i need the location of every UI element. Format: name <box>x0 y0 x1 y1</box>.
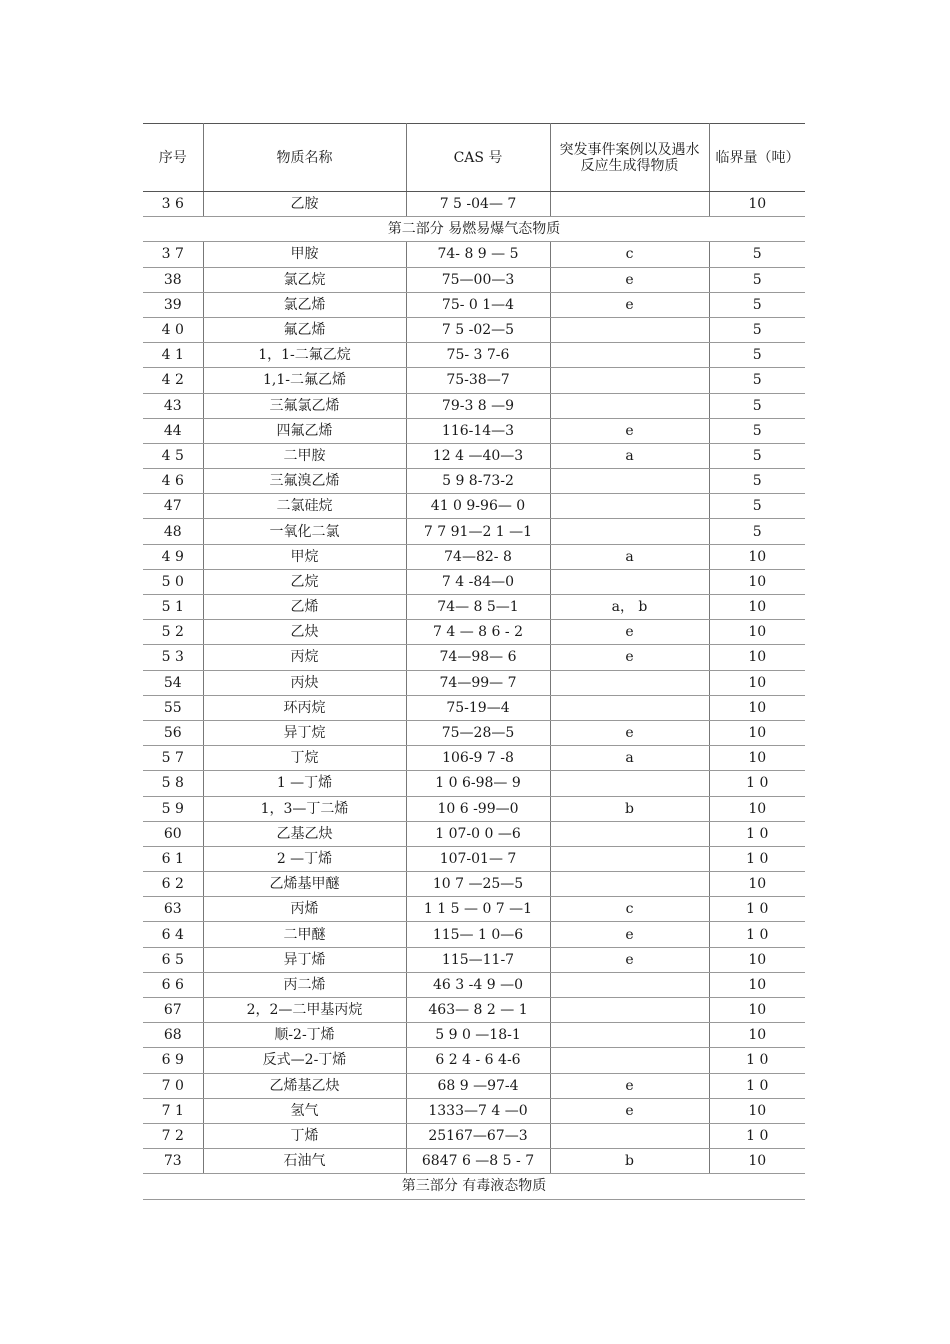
cell-threshold: 10 <box>709 620 805 645</box>
cell-substance-name: 二甲胺 <box>203 443 406 468</box>
cell-incident-cases: e <box>550 1098 709 1123</box>
cell-threshold: 1 0 <box>709 922 805 947</box>
cell-incident-cases <box>550 1023 709 1048</box>
cell-substance-name: 丁烷 <box>203 746 406 771</box>
cell-incident-cases: c <box>550 242 709 267</box>
cell-cas-number: 7 5 -02—5 <box>406 317 550 342</box>
cell-threshold: 10 <box>709 872 805 897</box>
cell-index: 6 1 <box>143 846 203 871</box>
cell-incident-cases <box>550 771 709 796</box>
cell-threshold: 10 <box>709 796 805 821</box>
table-row <box>143 569 805 594</box>
cell-index: 4 0 <box>143 317 203 342</box>
cell-threshold: 5 <box>709 368 805 393</box>
cell-incident-cases: e <box>550 720 709 745</box>
cell-substance-name: 乙烯基甲醚 <box>203 872 406 897</box>
cell-threshold: 10 <box>709 720 805 745</box>
cell-cas-number: 116-14—3 <box>406 418 550 443</box>
cell-substance-name: 氯乙烷 <box>203 267 406 292</box>
cell-incident-cases: e <box>550 947 709 972</box>
cell-threshold: 1 0 <box>709 1048 805 1073</box>
cell-substance-name: 三氟氯乙烯 <box>203 393 406 418</box>
cell-incident-cases: e <box>550 922 709 947</box>
cell-index: 48 <box>143 519 203 544</box>
table-row <box>143 872 805 897</box>
cell-index: 5 3 <box>143 645 203 670</box>
table-row <box>143 771 805 796</box>
cell-substance-name: 乙炔 <box>203 620 406 645</box>
table-row <box>143 1073 805 1098</box>
cell-incident-cases: e <box>550 418 709 443</box>
cell-substance-name: 一氧化二氯 <box>203 519 406 544</box>
table-row <box>143 746 805 771</box>
cell-cas-number: 1 07-0 0 —6 <box>406 821 550 846</box>
cell-cas-number: 75—28—5 <box>406 720 550 745</box>
cell-substance-name: 丙炔 <box>203 670 406 695</box>
cell-threshold: 5 <box>709 494 805 519</box>
cell-substance-name: 乙烷 <box>203 569 406 594</box>
cell-cas-number: 1333—7 4 —0 <box>406 1098 550 1123</box>
cell-substance-name: 乙烯 <box>203 595 406 620</box>
cell-cas-number: 106-9 7 -8 <box>406 746 550 771</box>
cell-index: 3 7 <box>143 242 203 267</box>
cell-index: 7 0 <box>143 1073 203 1098</box>
cell-substance-name: 2 —丁烯 <box>203 846 406 871</box>
cell-cas-number: 115—11-7 <box>406 947 550 972</box>
cell-index: 4 2 <box>143 368 203 393</box>
cell-substance-name: 二甲醚 <box>203 922 406 947</box>
table-body <box>143 192 805 1200</box>
header-cas-number: CAS 号 <box>406 124 550 192</box>
cell-cas-number: 75-38—7 <box>406 368 550 393</box>
cell-index: 6 6 <box>143 972 203 997</box>
cell-incident-cases <box>550 317 709 342</box>
cell-substance-name: 三氟溴乙烯 <box>203 469 406 494</box>
cell-threshold: 10 <box>709 1023 805 1048</box>
cell-substance-name: 石油气 <box>203 1149 406 1174</box>
cell-substance-name: 乙基乙炔 <box>203 821 406 846</box>
cell-index: 5 0 <box>143 569 203 594</box>
table-row <box>143 947 805 972</box>
cell-substance-name: 氟乙烯 <box>203 317 406 342</box>
cell-index: 4 6 <box>143 469 203 494</box>
table-row <box>143 368 805 393</box>
cell-incident-cases <box>550 972 709 997</box>
cell-cas-number: 1 1 5 — 0 7 —1 <box>406 897 550 922</box>
cell-substance-name: 1，1-二氟乙烷 <box>203 343 406 368</box>
table-row <box>143 343 805 368</box>
cell-threshold: 10 <box>709 595 805 620</box>
cell-index: 5 1 <box>143 595 203 620</box>
cell-index: 5 9 <box>143 796 203 821</box>
cell-index: 6 5 <box>143 947 203 972</box>
cell-incident-cases: e <box>550 292 709 317</box>
cell-threshold: 1 0 <box>709 1123 805 1148</box>
cell-cas-number: 75—00—3 <box>406 267 550 292</box>
cell-cas-number: 12 4 —40—3 <box>406 443 550 468</box>
table-row <box>143 595 805 620</box>
cell-substance-name: 顺-2-丁烯 <box>203 1023 406 1048</box>
table-row <box>143 796 805 821</box>
cell-cas-number: 5 9 0 —18-1 <box>406 1023 550 1048</box>
cell-incident-cases: a， b <box>550 595 709 620</box>
table-row <box>143 544 805 569</box>
cell-threshold: 10 <box>709 746 805 771</box>
cell-substance-name: 甲胺 <box>203 242 406 267</box>
cell-incident-cases <box>550 192 709 217</box>
table-row <box>143 720 805 745</box>
table-row <box>143 1098 805 1123</box>
cell-substance-name: 氯乙烯 <box>203 292 406 317</box>
table-row <box>143 317 805 342</box>
cell-index: 39 <box>143 292 203 317</box>
cell-cas-number: 7 4 -84—0 <box>406 569 550 594</box>
cell-index: 5 2 <box>143 620 203 645</box>
cell-substance-name: 丁烯 <box>203 1123 406 1148</box>
cell-cas-number: 10 6 -99—0 <box>406 796 550 821</box>
cell-threshold: 10 <box>709 998 805 1023</box>
section-row <box>143 217 805 242</box>
cell-incident-cases <box>550 569 709 594</box>
cell-cas-number: 10 7 —25—5 <box>406 872 550 897</box>
cell-threshold: 1 0 <box>709 1073 805 1098</box>
cell-incident-cases <box>550 695 709 720</box>
cell-index: 6 4 <box>143 922 203 947</box>
cell-threshold: 10 <box>709 192 805 217</box>
cell-substance-name: 氢气 <box>203 1098 406 1123</box>
cell-incident-cases: c <box>550 897 709 922</box>
cell-cas-number: 74—82- 8 <box>406 544 550 569</box>
table-row <box>143 519 805 544</box>
cell-cas-number: 68 9 —97-4 <box>406 1073 550 1098</box>
cell-index: 55 <box>143 695 203 720</box>
cell-index: 6 2 <box>143 872 203 897</box>
table-row <box>143 972 805 997</box>
cell-index: 4 9 <box>143 544 203 569</box>
cell-substance-name: 1,1-二氟乙烯 <box>203 368 406 393</box>
cell-incident-cases: b <box>550 796 709 821</box>
table-row <box>143 922 805 947</box>
table-row <box>143 292 805 317</box>
cell-substance-name: 反式—2-丁烯 <box>203 1048 406 1073</box>
cell-cas-number: 46 3 -4 9 —0 <box>406 972 550 997</box>
cell-cas-number: 74—98— 6 <box>406 645 550 670</box>
cell-threshold: 5 <box>709 267 805 292</box>
cell-incident-cases <box>550 1123 709 1148</box>
section-title: 第二部分 易燃易爆气态物质 <box>143 217 805 242</box>
cell-threshold: 10 <box>709 695 805 720</box>
table-row <box>143 1048 805 1073</box>
cell-threshold: 1 0 <box>709 771 805 796</box>
header-threshold: 临界量（吨） <box>709 124 805 192</box>
cell-cas-number: 74- 8 9 — 5 <box>406 242 550 267</box>
cell-threshold: 10 <box>709 544 805 569</box>
cell-threshold: 5 <box>709 469 805 494</box>
cell-substance-name: 1，3—丁二烯 <box>203 796 406 821</box>
cell-threshold: 10 <box>709 947 805 972</box>
cell-incident-cases: e <box>550 645 709 670</box>
cell-threshold: 5 <box>709 292 805 317</box>
cell-incident-cases: e <box>550 267 709 292</box>
cell-substance-name: 四氟乙烯 <box>203 418 406 443</box>
cell-incident-cases <box>550 846 709 871</box>
cell-substance-name: 异丁烯 <box>203 947 406 972</box>
cell-substance-name: 环丙烷 <box>203 695 406 720</box>
cell-cas-number: 75- 3 7-6 <box>406 343 550 368</box>
cell-incident-cases <box>550 1048 709 1073</box>
cell-substance-name: 1 —丁烯 <box>203 771 406 796</box>
cell-substance-name: 丙烷 <box>203 645 406 670</box>
cell-cas-number: 7 7 91—2 1 —1 <box>406 519 550 544</box>
cell-cas-number: 115— 1 0—6 <box>406 922 550 947</box>
cell-incident-cases <box>550 821 709 846</box>
cell-threshold: 5 <box>709 519 805 544</box>
cell-cas-number: 7 5 -04— 7 <box>406 192 550 217</box>
table-row <box>143 1149 805 1174</box>
cell-cas-number: 107-01— 7 <box>406 846 550 871</box>
cell-cas-number: 75-19—4 <box>406 695 550 720</box>
table-row <box>143 242 805 267</box>
cell-cas-number: 79-3 8 —9 <box>406 393 550 418</box>
cell-threshold: 5 <box>709 393 805 418</box>
cell-threshold: 10 <box>709 972 805 997</box>
table-row <box>143 469 805 494</box>
table-row <box>143 418 805 443</box>
section-title: 第三部分 有毒液态物质 <box>143 1174 805 1199</box>
cell-index: 63 <box>143 897 203 922</box>
cell-index: 68 <box>143 1023 203 1048</box>
table-row <box>143 494 805 519</box>
cell-incident-cases: a <box>550 746 709 771</box>
cell-cas-number: 1 0 6-98— 9 <box>406 771 550 796</box>
table-row <box>143 620 805 645</box>
cell-index: 6 9 <box>143 1048 203 1073</box>
cell-incident-cases <box>550 469 709 494</box>
cell-substance-name: 丙烯 <box>203 897 406 922</box>
table-row <box>143 1023 805 1048</box>
cell-threshold: 5 <box>709 242 805 267</box>
cell-incident-cases <box>550 519 709 544</box>
table-row <box>143 645 805 670</box>
cell-substance-name: 异丁烷 <box>203 720 406 745</box>
section-row <box>143 1174 805 1199</box>
cell-index: 4 1 <box>143 343 203 368</box>
header-substance-name: 物质名称 <box>203 124 406 192</box>
cell-threshold: 1 0 <box>709 821 805 846</box>
cell-index: 3 6 <box>143 192 203 217</box>
header-row <box>143 124 805 192</box>
cell-threshold: 1 0 <box>709 846 805 871</box>
cell-index: 44 <box>143 418 203 443</box>
cell-threshold: 5 <box>709 343 805 368</box>
cell-index: 43 <box>143 393 203 418</box>
cell-threshold: 5 <box>709 443 805 468</box>
table-row <box>143 846 805 871</box>
cell-substance-name: 乙胺 <box>203 192 406 217</box>
cell-substance-name: 丙二烯 <box>203 972 406 997</box>
cell-index: 47 <box>143 494 203 519</box>
table-row <box>143 821 805 846</box>
cell-index: 5 7 <box>143 746 203 771</box>
cell-substance-name: 乙烯基乙炔 <box>203 1073 406 1098</box>
cell-incident-cases <box>550 393 709 418</box>
cell-substance-name: 二氯硅烷 <box>203 494 406 519</box>
cell-index: 67 <box>143 998 203 1023</box>
header-index: 序号 <box>143 124 203 192</box>
cell-threshold: 5 <box>709 418 805 443</box>
table-row <box>143 393 805 418</box>
cell-cas-number: 75- 0 1—4 <box>406 292 550 317</box>
cell-incident-cases <box>550 368 709 393</box>
cell-incident-cases: a <box>550 544 709 569</box>
cell-incident-cases <box>550 494 709 519</box>
cell-cas-number: 6847 6 —8 5 - 7 <box>406 1149 550 1174</box>
cell-threshold: 1 0 <box>709 897 805 922</box>
table-row <box>143 998 805 1023</box>
cell-cas-number: 463— 8 2 — 1 <box>406 998 550 1023</box>
table-row <box>143 1123 805 1148</box>
table-row <box>143 192 805 217</box>
table-header <box>143 124 805 192</box>
cell-index: 60 <box>143 821 203 846</box>
cell-cas-number: 6 2 4 - 6 4-6 <box>406 1048 550 1073</box>
table-row <box>143 443 805 468</box>
cell-index: 54 <box>143 670 203 695</box>
cell-threshold: 10 <box>709 670 805 695</box>
cell-threshold: 10 <box>709 1149 805 1174</box>
cell-cas-number: 7 4 — 8 6 - 2 <box>406 620 550 645</box>
header-incident-cases: 突发事件案例以及遇水反应生成得物质 <box>550 124 709 192</box>
cell-incident-cases: e <box>550 1073 709 1098</box>
cell-incident-cases <box>550 998 709 1023</box>
cell-threshold: 10 <box>709 645 805 670</box>
cell-index: 73 <box>143 1149 203 1174</box>
cell-substance-name: 2，2—二甲基丙烷 <box>203 998 406 1023</box>
cell-cas-number: 25167—67—3 <box>406 1123 550 1148</box>
cell-incident-cases: b <box>550 1149 709 1174</box>
table-row <box>143 267 805 292</box>
table-row <box>143 897 805 922</box>
cell-cas-number: 74— 8 5—1 <box>406 595 550 620</box>
cell-threshold: 10 <box>709 569 805 594</box>
cell-incident-cases <box>550 343 709 368</box>
cell-index: 5 8 <box>143 771 203 796</box>
cell-incident-cases: a <box>550 443 709 468</box>
cell-index: 7 2 <box>143 1123 203 1148</box>
cell-index: 56 <box>143 720 203 745</box>
cell-index: 38 <box>143 267 203 292</box>
cell-incident-cases: e <box>550 620 709 645</box>
cell-cas-number: 5 9 8-73-2 <box>406 469 550 494</box>
cell-threshold: 5 <box>709 317 805 342</box>
cell-cas-number: 41 0 9-96— 0 <box>406 494 550 519</box>
cell-incident-cases <box>550 872 709 897</box>
cell-threshold: 10 <box>709 1098 805 1123</box>
cell-index: 4 5 <box>143 443 203 468</box>
cell-index: 7 1 <box>143 1098 203 1123</box>
cell-incident-cases <box>550 670 709 695</box>
table-row <box>143 670 805 695</box>
cell-substance-name: 甲烷 <box>203 544 406 569</box>
cell-cas-number: 74—99— 7 <box>406 670 550 695</box>
substance-table <box>143 123 805 1200</box>
table-row <box>143 695 805 720</box>
